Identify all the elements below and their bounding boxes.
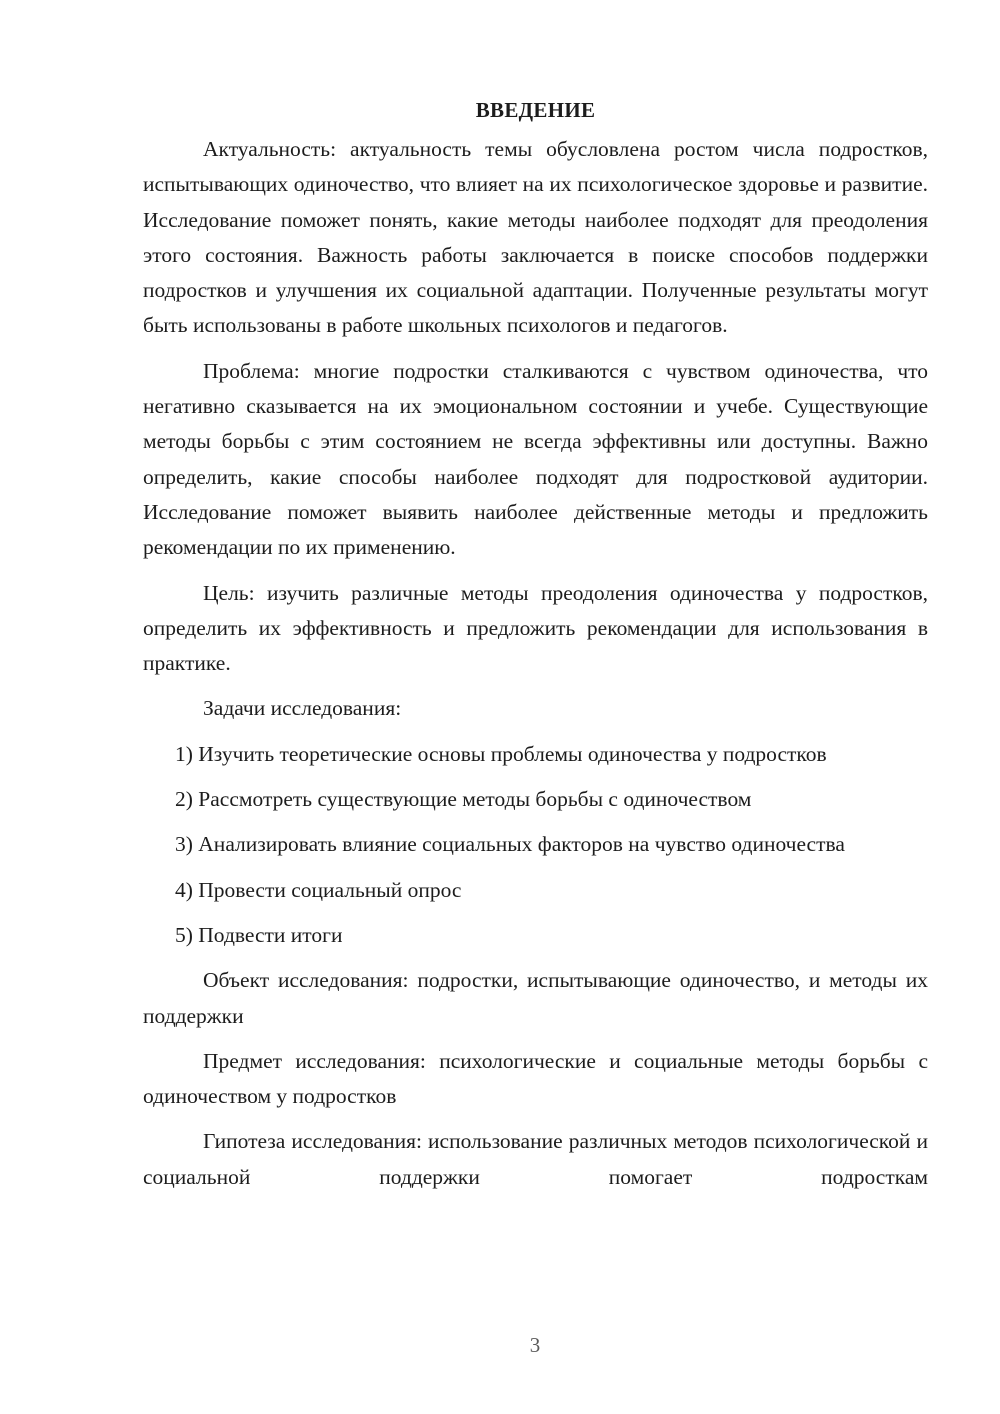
task-item-5: 5) Подвести итоги: [175, 922, 343, 947]
tasks-heading: Задачи исследования:: [203, 696, 402, 721]
document-page: [143, 92, 928, 1205]
page-number: 3: [529, 1333, 541, 1357]
task-item-2: 2) Рассмотреть существующие методы борьбы с одиночеством: [175, 787, 752, 812]
task-item-1: 1) Изучить теоретические основы проблемы одиночества у подростков: [175, 741, 827, 766]
subject-paragraph: Предмет исследования: психологические и социальные методы борьбы с одиночеством у подростков: [143, 1048, 928, 1109]
hypothesis-paragraph: Гипотеза исследования: использование различных методов психологической и социальной поддержки помогает подросткам: [143, 1129, 928, 1189]
object-paragraph: Объект исследования: подростки, испытывающие одиночество, и методы их поддержки: [143, 968, 928, 1028]
problem-paragraph: Проблема: многие подростки сталкиваются с чувством одиночества, что негативно сказывается на их эмоциональном состоянии и учебе. Существующие методы борьбы с этим состоянием не всегда эффективны или доступны. Важно определить, какие способы наиболее подходят для подростковой аудитории. Исследование поможет выявить наиболее действенные методы и предложить рекомендации по их применению.: [143, 358, 928, 560]
page-title: ВВЕДЕНИЕ: [475, 98, 596, 122]
task-item-3: 3) Анализировать влияние социальных факторов на чувство одиночества: [175, 832, 845, 857]
goal-paragraph: Цель: изучить различные методы преодоления одиночества у подростков, определить их эффективность и предложить рекомендации для использования в практике.: [143, 580, 928, 676]
relevance-paragraph: Актуальность: актуальность темы обусловлена ростом числа подростков, испытывающих одиночество, что влияет на их психологическое здоровье и развитие. Исследование поможет понять, какие методы наиболее подходят для преодоления этого состояния. Важность работы заключается в поиске способов поддержки подростков и улучшения их социальной адаптации. Полученные результаты могут быть использованы в работе школьных психологов и педагогов.: [143, 137, 928, 338]
task-item-4: 4) Провести социальный опрос: [175, 877, 462, 902]
